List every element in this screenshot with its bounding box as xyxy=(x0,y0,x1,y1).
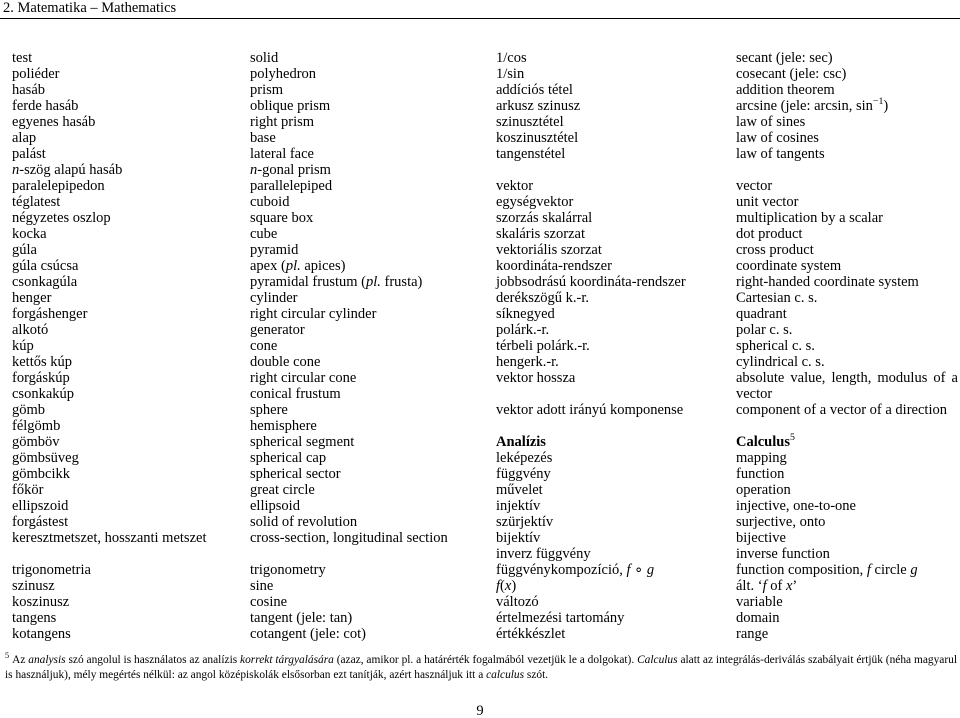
english-term: solid of revolution xyxy=(250,514,358,530)
glossary-row xyxy=(496,114,958,130)
italic-run: pl. xyxy=(365,274,381,290)
glossary-row xyxy=(12,610,480,626)
hungarian-term: ellipszoid xyxy=(12,498,69,514)
glossary-section xyxy=(496,178,958,418)
glossary-row xyxy=(12,626,480,642)
english-term: right circular cylinder xyxy=(250,306,377,322)
hungarian-term: alkotó xyxy=(12,322,49,338)
english-term: variable xyxy=(736,594,783,610)
english-term: inverse function xyxy=(736,546,830,562)
english-term xyxy=(250,162,480,178)
english-term: component of a vector of a direction xyxy=(736,402,947,418)
hungarian-term: paralelepipedon xyxy=(12,178,105,194)
italic-run: n xyxy=(250,162,258,178)
glossary-row xyxy=(496,594,958,610)
english-term: right circular cone xyxy=(250,370,357,386)
english-term: generator xyxy=(250,322,305,338)
hungarian-term: gúla xyxy=(12,242,37,258)
hungarian-term: kotangens xyxy=(12,626,71,642)
hungarian-term: forgáshenger xyxy=(12,306,88,322)
glossary-row xyxy=(12,338,480,354)
hungarian-term: leképezés xyxy=(496,450,553,466)
hungarian-term: henger xyxy=(12,290,52,306)
hungarian-term: poliéder xyxy=(12,66,60,82)
glossary-row xyxy=(12,562,480,578)
english-term: cosine xyxy=(250,594,288,610)
italic-run: f xyxy=(762,578,767,594)
hungarian-term: jobbsodrású koordináta-rendszer xyxy=(496,274,686,290)
english-term: cosecant (jele: csc) xyxy=(736,66,847,82)
english-term: pyramid xyxy=(250,242,299,258)
italic-run: Calculus xyxy=(637,654,678,666)
text-run: (azaz, amikor pl. a határérték fogalmából vezetjük le a dolgokat). xyxy=(333,654,638,666)
english-term: function xyxy=(736,466,785,482)
glossary-row xyxy=(496,130,958,146)
glossary-row xyxy=(496,210,958,226)
hungarian-term: csonkakúp xyxy=(12,386,75,402)
text-run: ’ xyxy=(792,578,798,594)
hungarian-term: ferde hasáb xyxy=(12,98,79,114)
glossary-row xyxy=(12,114,480,130)
hungarian-term: vektor xyxy=(496,178,534,194)
english-term: cone xyxy=(250,338,278,354)
english-term: trigonometry xyxy=(250,562,326,578)
glossary-row xyxy=(12,482,480,498)
english-term: Cartesian c. s. xyxy=(736,290,818,306)
glossary-row xyxy=(12,146,480,162)
glossary-row xyxy=(12,194,480,210)
glossary-row xyxy=(12,354,480,370)
italic-run: f xyxy=(866,562,871,578)
text-run: alatt az integrálás-deriválás szabályait értjük (néha magyarul is használjuk), mély megértés nélkül: az angol középiskolák elsősorban ezt tanítják, azért használjuk itt a xyxy=(5,654,957,681)
glossary-row xyxy=(496,546,958,562)
english-term: sphere xyxy=(250,402,288,418)
hungarian-term: gömbsüveg xyxy=(12,450,79,466)
glossary-row xyxy=(496,498,958,514)
italic-run: x xyxy=(504,578,512,594)
glossary-row xyxy=(12,162,480,178)
glossary-row xyxy=(12,434,480,450)
english-term: cylinder xyxy=(250,290,298,306)
glossary-row xyxy=(496,354,958,370)
glossary-row xyxy=(12,418,480,434)
text-run: ∘ xyxy=(630,562,647,578)
glossary-section xyxy=(496,434,958,642)
italic-run: pl. xyxy=(285,258,301,274)
english-term: cotangent (jele: cot) xyxy=(250,626,366,642)
english-term: spherical c. s. xyxy=(736,338,815,354)
footnote-text xyxy=(5,654,957,681)
text-run: function composition, xyxy=(736,562,867,578)
hungarian-term: főkör xyxy=(12,482,44,498)
english-term xyxy=(250,274,480,290)
english-term: dot product xyxy=(736,226,803,242)
english-term: law of tangents xyxy=(736,146,825,162)
english-term: tangent (jele: tan) xyxy=(250,610,353,626)
hungarian-term: alap xyxy=(12,130,37,146)
english-term: range xyxy=(736,626,769,642)
hungarian-term: kúp xyxy=(12,338,34,354)
superscript-mark: 5 xyxy=(790,432,795,444)
glossary-row xyxy=(12,242,480,258)
glossary-row xyxy=(12,578,480,594)
glossary-row xyxy=(12,130,480,146)
english-term: cuboid xyxy=(250,194,290,210)
italic-run: korrekt tárgyalására xyxy=(240,654,334,666)
english-term: spherical sector xyxy=(250,466,341,482)
text-run: Az xyxy=(12,654,29,666)
hungarian-term: csonkagúla xyxy=(12,274,78,290)
english-term: addition theorem xyxy=(736,82,835,98)
english-term: polyhedron xyxy=(250,66,317,82)
text-run: arcsine (jele: arcsin, sin xyxy=(736,98,873,114)
hungarian-term: értékkészlet xyxy=(496,626,566,642)
hungarian-term: félgömb xyxy=(12,418,61,434)
hungarian-term: vektor hossza xyxy=(496,370,576,386)
glossary-row xyxy=(12,98,480,114)
english-term: hemisphere xyxy=(250,418,317,434)
english-term: sine xyxy=(250,578,274,594)
hungarian-term: gömbcikk xyxy=(12,466,70,482)
hungarian-term: arkusz szinusz xyxy=(496,98,581,114)
glossary-row xyxy=(496,370,958,402)
hungarian-term: koszinusztétel xyxy=(496,130,579,146)
hungarian-term: tangenstétel xyxy=(496,146,566,162)
glossary-row xyxy=(496,322,958,338)
english-term xyxy=(736,562,958,578)
english-term: vector xyxy=(736,178,773,194)
glossary-row xyxy=(496,514,958,530)
hungarian-term: derékszögű k.-r. xyxy=(496,290,590,306)
italic-run: f xyxy=(496,578,501,594)
hungarian-term: injektív xyxy=(496,498,541,514)
english-term: spherical cap xyxy=(250,450,327,466)
hungarian-term: négyzetes oszlop xyxy=(12,210,111,226)
hungarian-term: koordináta-rendszer xyxy=(496,258,612,274)
italic-run: g xyxy=(910,562,918,578)
english-term: secant (jele: sec) xyxy=(736,50,833,66)
italic-run: calculus xyxy=(486,669,525,681)
english-term: parallelepiped xyxy=(250,178,333,194)
glossary-section xyxy=(12,50,480,546)
glossary-row xyxy=(496,450,958,466)
hungarian-term: gömböv xyxy=(12,434,60,450)
glossary-row xyxy=(12,274,480,290)
glossary-column-left xyxy=(12,50,480,642)
glossary-row xyxy=(496,66,958,82)
running-header: 2. Matematika – Mathematics xyxy=(3,0,177,16)
hungarian-term: 1/sin xyxy=(496,66,525,82)
glossary-row xyxy=(12,226,480,242)
glossary-row xyxy=(496,626,958,642)
hungarian-term: palást xyxy=(12,146,46,162)
glossary-row xyxy=(496,50,958,66)
glossary-row xyxy=(496,530,958,546)
glossary-row xyxy=(12,50,480,66)
glossary-row xyxy=(12,178,480,194)
hungarian-term: 1/cos xyxy=(496,50,527,66)
hungarian-term: forgástest xyxy=(12,514,69,530)
english-term: prism xyxy=(250,82,284,98)
hungarian-term: szürjektív xyxy=(496,514,554,530)
glossary-row xyxy=(496,402,958,418)
hungarian-term: keresztmetszet, hosszanti metszet xyxy=(12,530,207,546)
text-run: ) xyxy=(883,98,889,114)
english-term: oblique prism xyxy=(250,98,331,114)
english-term: base xyxy=(250,130,276,146)
glossary-row xyxy=(496,242,958,258)
text-run: szót. xyxy=(524,669,549,681)
glossary-row xyxy=(12,66,480,82)
hungarian-term: gúla csúcsa xyxy=(12,258,79,274)
hungarian-term: koszinusz xyxy=(12,594,70,610)
english-term: law of sines xyxy=(736,114,806,130)
english-term xyxy=(736,578,958,594)
glossary-section xyxy=(12,562,480,642)
text-run: ált. ‘ xyxy=(736,578,763,594)
hungarian-term: szinusz xyxy=(12,578,55,594)
glossary-row xyxy=(12,306,480,322)
italic-run: g xyxy=(646,562,655,578)
glossary-row xyxy=(12,290,480,306)
glossary-row xyxy=(496,610,958,626)
hungarian-term: trigonometria xyxy=(12,562,91,578)
english-term: double cone xyxy=(250,354,321,370)
english-term: lateral face xyxy=(250,146,314,162)
english-term: operation xyxy=(736,482,791,498)
english-term: spherical segment xyxy=(250,434,355,450)
english-term: domain xyxy=(736,610,780,626)
italic-run: n xyxy=(12,162,20,178)
glossary-row xyxy=(496,82,958,98)
hungarian-term: hengerk.-r. xyxy=(496,354,559,370)
glossary-row xyxy=(12,466,480,482)
text-run: Calculus xyxy=(736,434,790,450)
english-term: ellipsoid xyxy=(250,498,300,514)
english-term: right-handed coordinate system xyxy=(736,274,919,290)
glossary-row xyxy=(12,258,480,274)
glossary-row xyxy=(12,210,480,226)
glossary-row xyxy=(12,530,480,546)
hungarian-term: vektoriális szorzat xyxy=(496,242,602,258)
footnote xyxy=(5,653,957,683)
header-rule xyxy=(0,18,960,19)
hungarian-term: test xyxy=(12,50,33,66)
english-term: solid xyxy=(250,50,279,66)
hungarian-term: hasáb xyxy=(12,82,46,98)
text-run: circle xyxy=(870,562,911,578)
hungarian-term: forgáskúp xyxy=(12,370,70,386)
english-term: cross-section, longitudinal section xyxy=(250,530,448,546)
hungarian-term: tangens xyxy=(12,610,57,626)
glossary-row xyxy=(12,402,480,418)
footnote-mark: 5 xyxy=(5,651,10,661)
hungarian-term: Analízis xyxy=(496,434,546,450)
hungarian-term: térbeli polárk.-r. xyxy=(496,338,590,354)
glossary-row xyxy=(12,386,480,402)
english-term xyxy=(250,258,480,274)
english-term: mapping xyxy=(736,450,787,466)
hungarian-term: téglatest xyxy=(12,194,61,210)
english-term: surjective, onto xyxy=(736,514,826,530)
hungarian-term: addíciós tétel xyxy=(496,82,573,98)
text-run: -szög alapú hasáb xyxy=(19,162,123,178)
italic-run: f xyxy=(626,562,631,578)
english-term: great circle xyxy=(250,482,315,498)
hungarian-term: síknegyed xyxy=(496,306,555,322)
english-term: right prism xyxy=(250,114,315,130)
text-run: ( xyxy=(500,578,505,594)
text-run: of xyxy=(766,578,786,594)
section-heading-row xyxy=(496,434,958,450)
hungarian-term: bijektív xyxy=(496,530,541,546)
text-run: -gonal prism xyxy=(257,162,331,178)
glossary-row xyxy=(496,98,958,114)
hungarian-term xyxy=(496,578,736,594)
text-run: frusta) xyxy=(380,274,423,290)
glossary-section xyxy=(496,50,958,162)
hungarian-term: változó xyxy=(496,594,539,610)
hungarian-term: értelmezési tartomány xyxy=(496,610,625,626)
text-run: apices) xyxy=(300,258,346,274)
italic-run: x xyxy=(785,578,793,594)
hungarian-term: egyenes hasáb xyxy=(12,114,96,130)
page-number: 9 xyxy=(476,703,484,718)
english-term: unit vector xyxy=(736,194,799,210)
hungarian-term: egységvektor xyxy=(496,194,574,210)
text-run: pyramidal frustum ( xyxy=(250,274,366,290)
english-term: square box xyxy=(250,210,314,226)
hungarian-term xyxy=(496,562,736,578)
glossary-row xyxy=(496,338,958,354)
hungarian-term: kettős kúp xyxy=(12,354,73,370)
english-term: absolute value, length, modulus of a vector xyxy=(736,370,958,402)
glossary-row xyxy=(12,322,480,338)
glossary-row xyxy=(496,562,958,578)
english-term xyxy=(736,98,958,114)
glossary-row xyxy=(496,258,958,274)
english-term: polar c. s. xyxy=(736,322,793,338)
english-term: coordinate system xyxy=(736,258,842,274)
hungarian-term: szorzás skalárral xyxy=(496,210,593,226)
glossary-row xyxy=(496,178,958,194)
hungarian-term: gömb xyxy=(12,402,46,418)
glossary-row xyxy=(12,370,480,386)
glossary-row xyxy=(496,290,958,306)
english-term: injective, one-to-one xyxy=(736,498,856,514)
glossary-row xyxy=(12,498,480,514)
hungarian-term: polárk.-r. xyxy=(496,322,550,338)
english-term xyxy=(736,434,958,450)
hungarian-term: függvény xyxy=(496,466,551,482)
hungarian-term xyxy=(12,162,250,178)
text-run: függvénykompozíció, xyxy=(496,562,627,578)
text-run: szó angolul is használatos az analízis xyxy=(65,654,241,666)
english-term: law of cosines xyxy=(736,130,819,146)
superscript-mark: −1 xyxy=(872,96,884,108)
glossary-row xyxy=(496,482,958,498)
glossary-row xyxy=(496,146,958,162)
hungarian-term: inverz függvény xyxy=(496,546,591,562)
english-term: conical frustum xyxy=(250,386,341,402)
hungarian-term: szinusztétel xyxy=(496,114,564,130)
hungarian-term: művelet xyxy=(496,482,543,498)
glossary-row xyxy=(496,306,958,322)
english-term: multiplication by a scalar xyxy=(736,210,883,226)
glossary-row xyxy=(12,514,480,530)
glossary-row xyxy=(496,578,958,594)
italic-run: analysis xyxy=(28,654,66,666)
hungarian-term: vektor adott irányú komponense xyxy=(496,402,684,418)
english-term: cylindrical c. s. xyxy=(736,354,825,370)
glossary-row xyxy=(496,226,958,242)
glossary-row xyxy=(496,194,958,210)
glossary-row xyxy=(496,466,958,482)
text-run: ) xyxy=(511,578,517,594)
text-run: apex ( xyxy=(250,258,286,274)
glossary-row xyxy=(12,450,480,466)
glossary-row xyxy=(496,274,958,290)
hungarian-term: kocka xyxy=(12,226,47,242)
glossary-column-right xyxy=(496,50,958,642)
english-term: cube xyxy=(250,226,278,242)
glossary-row xyxy=(12,82,480,98)
english-term: quadrant xyxy=(736,306,787,322)
hungarian-term: skaláris szorzat xyxy=(496,226,585,242)
english-term: bijective xyxy=(736,530,786,546)
english-term: cross product xyxy=(736,242,814,258)
glossary-row xyxy=(12,594,480,610)
